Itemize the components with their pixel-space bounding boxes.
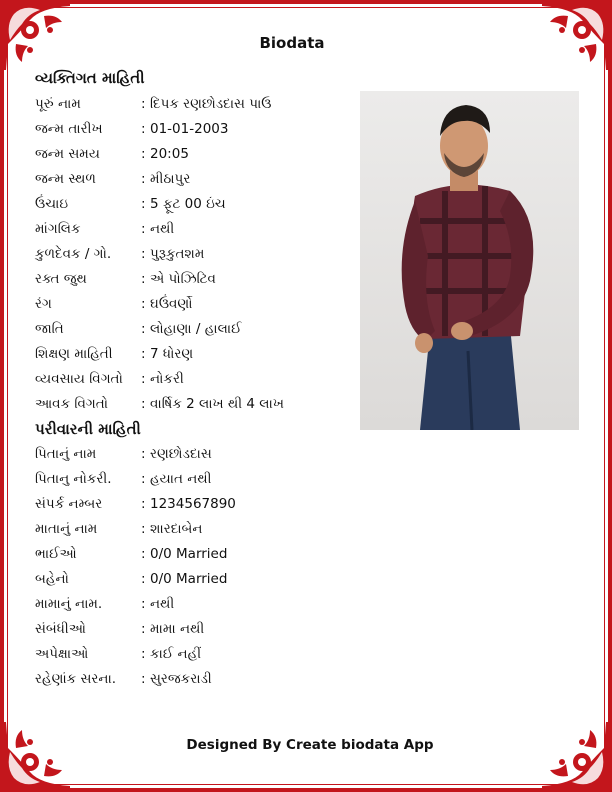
row-label: જાતિ — [35, 321, 64, 337]
row-label: સંબંધીઓ — [35, 621, 86, 637]
row-colon: : — [141, 546, 146, 562]
row-colon: : — [141, 221, 146, 237]
row-value: નથી — [150, 596, 175, 612]
row-value: મીઠાપુર — [150, 171, 191, 187]
person-photo-icon — [360, 91, 579, 430]
row-colon: : — [141, 396, 146, 412]
row-label: રહેણાંક સરના. — [35, 671, 117, 687]
row-value: કાઈ નહીં — [150, 646, 202, 662]
row-label: પિતાનુ નોકરી. — [35, 471, 112, 487]
row-value: સુરજકરાડી — [150, 671, 212, 687]
row-colon: : — [141, 496, 146, 512]
row-label: પૂરું નામ — [35, 96, 81, 112]
floral-corner-ornament — [0, 722, 70, 792]
row-colon: : — [141, 121, 146, 137]
row-colon: : — [141, 471, 146, 487]
row-colon: : — [141, 346, 146, 362]
row-label: શિક્ષણ માહિતી — [35, 346, 113, 362]
row-colon: : — [141, 146, 146, 162]
row-colon: : — [141, 596, 146, 612]
row-label: આવક વિગતો — [35, 396, 109, 412]
row-value: નોકરી — [150, 371, 184, 387]
row-label: માંગલિક — [35, 221, 81, 237]
row-colon: : — [141, 446, 146, 462]
page-title: Biodata — [259, 34, 325, 52]
row-value: પુરૂકુતશમ — [150, 246, 205, 262]
row-colon: : — [141, 521, 146, 537]
row-label: કુળદેવક / ગો. — [35, 246, 112, 262]
row-label: રંગ — [35, 296, 52, 312]
row-value: 0/0 Married — [150, 571, 228, 587]
footer-credit: Designed By Create biodata App — [186, 737, 434, 753]
personal-info-heading: વ્યક્તિગત માહિતી — [35, 69, 145, 87]
row-label: અપેક્ષાઓ — [35, 646, 89, 662]
row-colon: : — [141, 271, 146, 287]
row-value: 0/0 Married — [150, 546, 228, 562]
family-info-heading: પરીવારની માહિતી — [35, 420, 141, 438]
row-label: રક્ત જુથ — [35, 271, 87, 287]
row-colon: : — [141, 671, 146, 687]
row-value: એ પોઝિટિવ — [150, 271, 216, 287]
row-label: મામાનું નામ. — [35, 596, 103, 612]
row-label: વ્યવસાય વિગતો — [35, 371, 123, 387]
row-colon: : — [141, 246, 146, 262]
row-label: સંપર્ક નમ્બર — [35, 496, 103, 512]
profile-photo — [360, 91, 579, 430]
row-label: ઉંચાઇ — [35, 196, 68, 212]
row-label: બહેનો — [35, 571, 69, 587]
row-value: 1234567890 — [150, 496, 236, 512]
row-value: રણછોડદાસ — [150, 446, 212, 462]
row-value: 7 ધોરણ — [150, 346, 194, 362]
row-value: 5 ફૂટ 00 ઇંચ — [150, 196, 226, 212]
row-value: ઘઉંવર્ણો — [150, 296, 193, 312]
row-colon: : — [141, 171, 146, 187]
row-colon: : — [141, 296, 146, 312]
row-label: ભાઈઓ — [35, 546, 77, 562]
row-value: નથી — [150, 221, 175, 237]
row-value: લોહાણા / હાલાઈ — [150, 321, 242, 337]
row-value: 20:05 — [150, 146, 189, 162]
row-colon: : — [141, 96, 146, 112]
row-value: શારદાબેન — [150, 521, 203, 537]
row-value: દિપક રણછોડદાસ પાઉ — [150, 96, 272, 112]
row-value: 01-01-2003 — [150, 121, 229, 137]
row-colon: : — [141, 196, 146, 212]
row-colon: : — [141, 621, 146, 637]
row-label: જન્મ સમય — [35, 146, 100, 162]
row-label: જન્મ તારીખ — [35, 121, 103, 137]
row-label: જન્મ સ્થળ — [35, 171, 96, 187]
floral-corner-ornament — [542, 722, 612, 792]
row-colon: : — [141, 571, 146, 587]
row-label: માતાનું નામ — [35, 521, 98, 537]
row-label: પિતાનું નામ — [35, 446, 97, 462]
row-colon: : — [141, 371, 146, 387]
row-colon: : — [141, 321, 146, 337]
row-value: વાર્ષિક 2 લાખ થી 4 લાખ — [150, 396, 284, 412]
row-value: મામા નથી — [150, 621, 205, 637]
row-value: હયાત નથી — [150, 471, 212, 487]
row-colon: : — [141, 646, 146, 662]
